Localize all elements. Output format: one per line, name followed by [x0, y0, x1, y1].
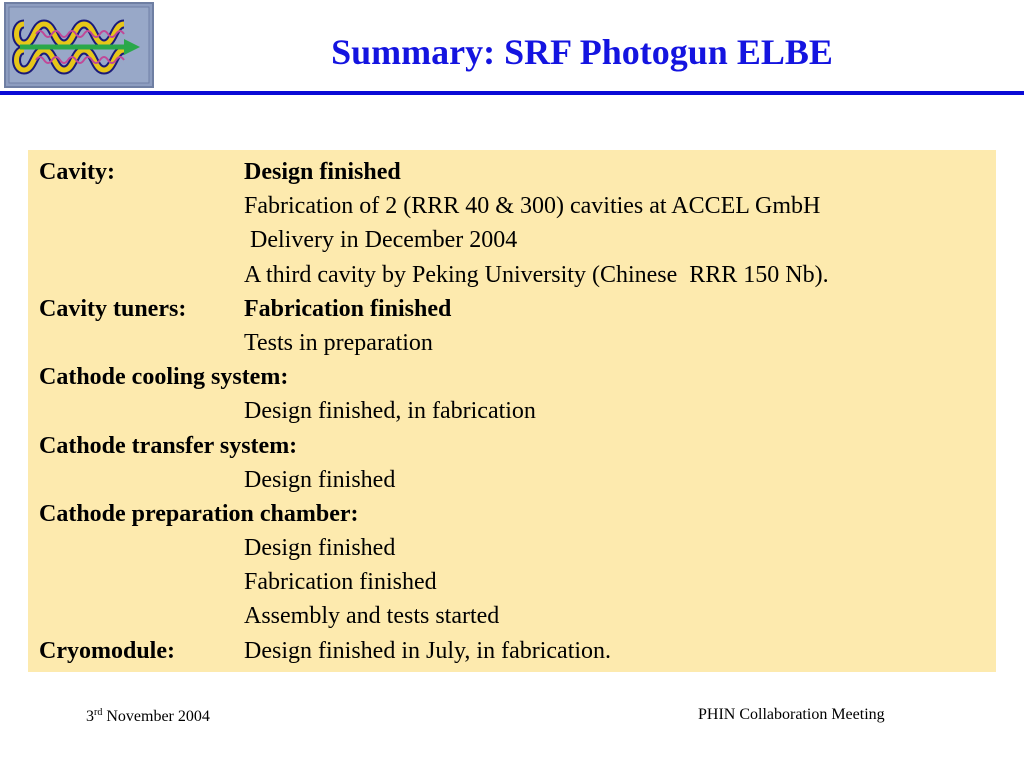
- row-value: Delivery in December 2004: [244, 227, 518, 254]
- row-value: Design finished, in fabrication: [244, 398, 536, 425]
- footer-date: [86, 708, 210, 726]
- row-label: Cryomodule:: [39, 637, 175, 664]
- summary-row: [28, 429, 996, 463]
- row-value: A third cavity by Peking University (Chinese RRR 150 Nb).: [244, 261, 829, 288]
- elbe-logo-icon: [4, 2, 154, 88]
- summary-row: [28, 634, 996, 668]
- summary-row: [28, 599, 996, 633]
- row-label: Cavity:: [39, 159, 115, 185]
- summary-row: [28, 394, 996, 428]
- summary-row: [28, 189, 996, 223]
- row-label: Cathode transfer system:: [39, 432, 298, 459]
- summary-row: [28, 326, 996, 360]
- row-value: Fabrication finished: [244, 295, 452, 322]
- row-label: Cathode preparation chamber:: [39, 500, 359, 527]
- summary-row: [28, 463, 996, 497]
- row-value: Design finished in July, in fabrication.: [244, 637, 612, 664]
- footer-date-suffix: rd: [94, 707, 103, 718]
- row-value: Fabrication finished: [244, 569, 437, 596]
- summary-box: [28, 150, 996, 672]
- row-value: Fabrication of 2 (RRR 40 & 300) cavities at ACCEL GmbH: [244, 193, 821, 220]
- logo-graphic: [6, 4, 152, 86]
- row-value: Design finished: [244, 466, 396, 493]
- summary-row: [28, 531, 996, 565]
- summary-row: [28, 258, 996, 292]
- summary-row: [28, 223, 996, 257]
- summary-row: [28, 360, 996, 394]
- title-divider: [0, 91, 1024, 95]
- summary-row: [28, 565, 996, 599]
- row-value: Assembly and tests started: [244, 603, 500, 630]
- row-value: Design finished: [244, 159, 401, 185]
- row-value: Design finished: [244, 535, 396, 562]
- summary-row: [28, 292, 996, 326]
- row-value: Tests in preparation: [244, 329, 433, 356]
- summary-row: [28, 497, 996, 531]
- row-label: Cavity tuners:: [39, 295, 187, 322]
- slide-title: Summary: SRF Photogun ELBE: [331, 32, 833, 72]
- summary-row: [28, 155, 996, 189]
- row-label: Cathode cooling system:: [39, 364, 289, 391]
- footer-date-rest: November 2004: [102, 708, 210, 725]
- footer-meeting: PHIN Collaboration Meeting: [698, 706, 885, 723]
- footer-date-day: 3: [86, 708, 94, 725]
